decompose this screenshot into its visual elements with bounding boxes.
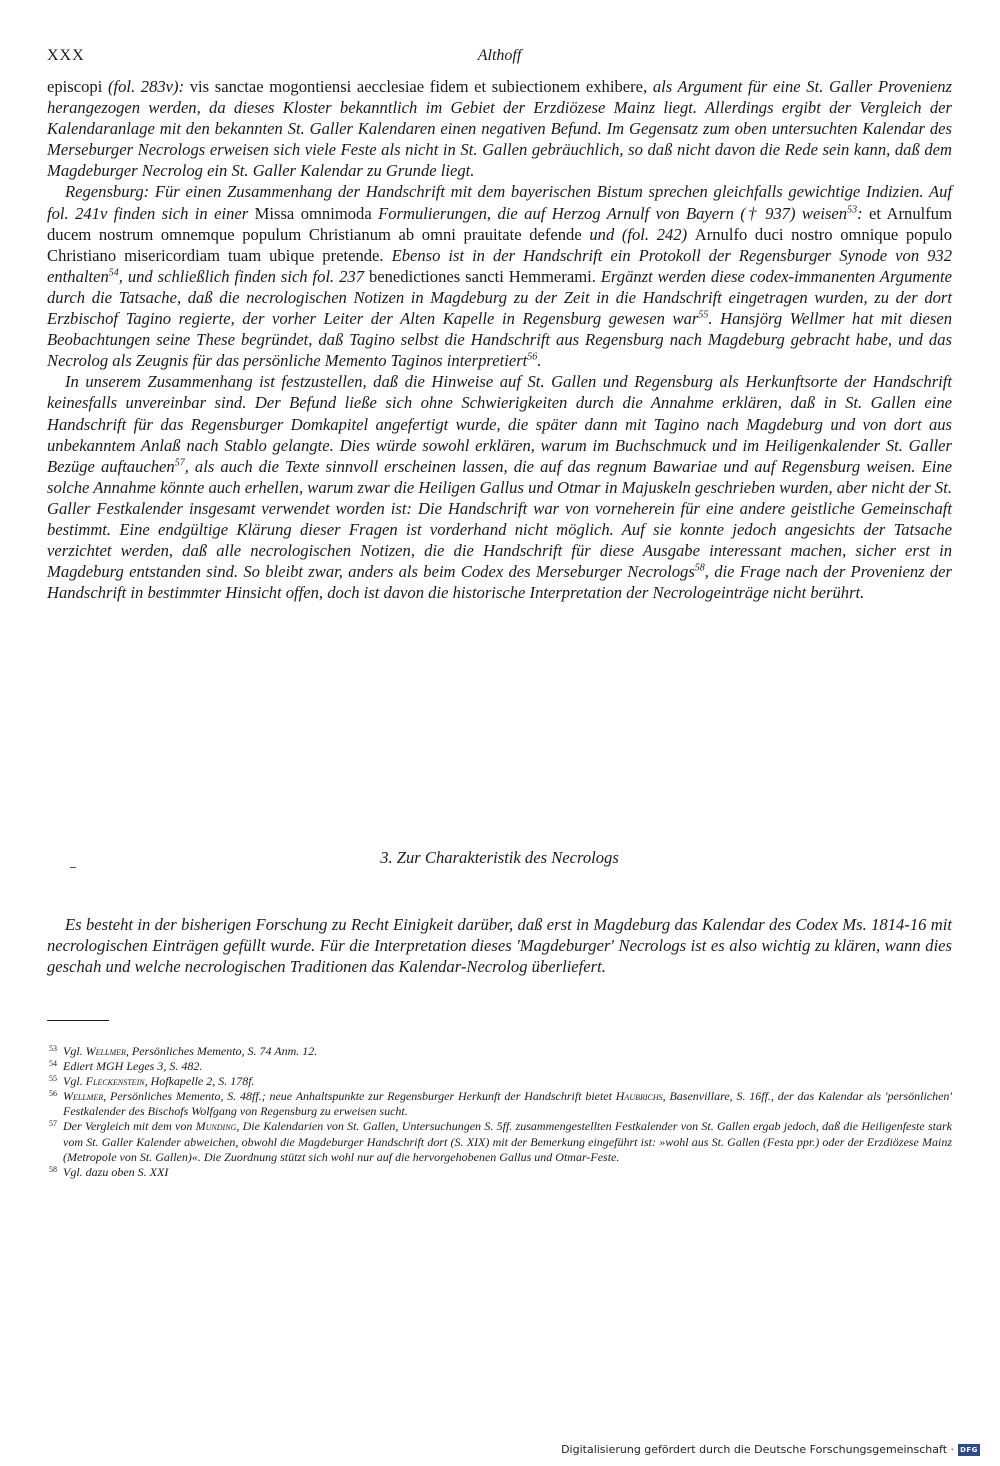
footnote-text: Vgl. xyxy=(63,1044,86,1058)
footnote-text: Der Vergleich mit dem von xyxy=(63,1119,196,1134)
paragraph-2 xyxy=(47,181,952,371)
paragraph-1 xyxy=(47,76,952,181)
section-paragraph: Es besteht in der bisherigen Forschung zu Recht Einigkeit darüber, daß erst in Magdeburg das Kalendar des Codex Ms. 1814-16 mit necrologischen Einträgen gefüllt wurde. Für die Interpretation dieses 'Magdeburger' Necrologs ist es also wichtig zu klären, wann dies geschah und welche necrologischen Traditionen das Kalendar-Necrolog überliefert. xyxy=(47,915,952,977)
footnote-54 xyxy=(47,1059,952,1074)
footnote-text: , Die Kalendarien von St. Gallen, Untersuchungen S. 5ff. zusammengestellten Festkalender von St. Gallen ergab jedoch, daß die Heiligenfeste stark vom St. Galler Kalender abweichen, obwohl die Magdeburger Handschrift dort (S. XIX) mit der Bemerkung eingeführt ist: »wohl aus St. Gallen (Festa ppr.) oder der Erzdiözese Mainz (Metropole von St. Gallen)«. Die Zuordnung stützt sich wohl nur auf die hervorgehobenen Gallus und Otmar-Feste. xyxy=(63,1119,952,1164)
running-head xyxy=(47,47,952,71)
footnote-ref[interactable]: 56 xyxy=(527,351,538,363)
funding-notice: Digitalisierung gefördert durch die Deutsche Forschungsgemeinschaft · xyxy=(561,1443,954,1456)
text-run: und (fol. 242) xyxy=(589,224,695,244)
latin-term: benedictiones sancti Hemmerami. xyxy=(368,266,601,286)
footnotes xyxy=(47,1044,952,1180)
footnote-ref[interactable]: 54 xyxy=(108,267,119,279)
text-run: , als auch die Texte sinnvoll erscheinen lassen, die auf das regnum Bawariae und auf Regensburg weisen. Eine solche Annahme könnte auch erhellen, warum zwar die Heiligen Gallus und Otmar in Majuskeln geschrieben wurden, aber nicht der St. Galler Festkalender insgesamt verwendet worden ist: Die Handschrift war von vorneherein für eine andere geistliche Gemeinschaft bestimmt. Eine endgültige Klärung dieser Fragen ist vorderhand nicht möglich. Auf sie konnte jedoch angesichts der Tatsache verzichtet werden, daß alle necrologischen Notizen, die die Handschrift für diese Ausgabe interessant machen, sicher erst in Magdeburg entstanden sind. So bleibt zwar, anders als beim Codex des Merseburger Necrologs xyxy=(47,456,952,582)
footnote-number: 53 xyxy=(49,1044,57,1053)
footnote-ref[interactable]: 53 xyxy=(847,204,858,216)
latin-quote: et Arnulfum ducem nostrum omnemque populum Christianum ab omni prauitate defende xyxy=(47,203,952,244)
main-text xyxy=(47,76,952,603)
dfg-logo-icon: DFG xyxy=(958,1444,980,1456)
section-text xyxy=(47,914,952,977)
text-run: Regensburg: Für einen Zusammenhang der Handschrift mit dem bayerischen Bistum sprechen gleichfalls gewichtige Indizien. Auf fol. 241v finden sich in einer xyxy=(47,182,952,223)
text-run: (fol. 283v): xyxy=(107,77,190,96)
footnote-number: 56 xyxy=(49,1089,57,1099)
footnote-53 xyxy=(47,1044,952,1059)
text-run: In unserem Zusammenhang ist festzustellen, daß die Hinweise auf St. Gallen und Regensburg als Herkunftsorte der Handschrift keinesfalls unvereinbar sind. Der Befund ließe sich ohne Schwierigkeiten durch die Annahme erklären, daß in St. Gallen eine Handschrift für das Regensburger Domkapitel angefertigt wurde, die später dann mit Tagino nach Magdeburg und von dort aus unbekanntem Anlaß nach Stablo gelangte. Dies würde sowohl erklären, warum im Buchschmuck und im Heiligenkalender St. Galler Bezüge auftauchen xyxy=(47,372,952,476)
footnote-57 xyxy=(47,1119,952,1164)
text-run: als Argument für eine St. Galler Provenienz herangezogen werden, da dieses Kloster bekanntlich im Gebiet der Erzdiözese Mainz liegt. Allerdings ergibt der Vergleich der Kalendaranlage mit den bekannten St. Galler Kalendaren einen negativen Befund. Im Gegensatz zum oben untersuchten Kalendar des Merseburger Necrologs erweisen sich viele Feste als nicht in St. Gallen gebräuchlich, so daß nicht davon die Rede sein kann, daß dem Magdeburger Necrolog ein St. Galler Kalendar zu Grunde liegt. xyxy=(47,77,953,181)
author-name: Wellmer xyxy=(85,1044,126,1058)
running-title: Althoff xyxy=(477,47,522,64)
footnote-text: , Hofkapelle 2, S. 178f. xyxy=(144,1074,255,1089)
footnote-text: Vgl. dazu oben S. XXI xyxy=(63,1164,169,1179)
text-run: Formulierungen, die auf Herzog Arnulf von Bayern († 937) weisen xyxy=(378,203,848,223)
footnote-text: , Persönliches Memento, S. 74 Anm. 12. xyxy=(125,1044,318,1058)
latin-quote: vis sanctae mogontiensi aecclesiae fidem et subiectionem exhibere, xyxy=(189,77,653,96)
paragraph-3 xyxy=(47,371,952,603)
author-name: Fleckenstein xyxy=(85,1074,145,1089)
footnote-number: 58 xyxy=(49,1164,57,1174)
footnote-ref[interactable]: 58 xyxy=(694,562,705,574)
footnote-ref[interactable]: 57 xyxy=(174,457,185,469)
footnote-ref[interactable]: 55 xyxy=(698,309,709,321)
text-run: . Hansjörg Wellmer hat mit diesen Beobachtungen seine These begründet, daß Tagino selbst die Handschrift aus Regensburg nach Magdeburg gebracht habe, und das Necrolog als Zeugnis für das persönliche Memento Taginos interpretiert xyxy=(47,309,952,371)
footnote-text: , Basenvillare, S. 16ff., der das Kalendar als 'persönlichen' Festkalender des Bischofs Wolfgang von Regensburg zu erweisen sucht. xyxy=(63,1089,952,1119)
section-heading: 3. Zur Charakteristik des Necrologs xyxy=(380,848,619,867)
text-run: . xyxy=(537,351,542,371)
footnote-number: 55 xyxy=(49,1074,57,1084)
author-name: Munding xyxy=(195,1119,237,1134)
text-run: , die Frage nach der Provenienz der Handschrift in bestimmter Hinsicht offen, doch ist davon die historische Interpretation der Necrologeinträge nicht berührt. xyxy=(47,562,952,603)
text-run: Ebenso ist in der Handschrift ein Protokoll der Regensburger Synode von 932 enthalten xyxy=(47,245,952,286)
text-run: : xyxy=(857,203,870,223)
stray-mark xyxy=(70,867,76,868)
footnote-number: 54 xyxy=(49,1059,57,1069)
footnote-58 xyxy=(47,1165,952,1180)
text-run: , und schließlich finden sich fol. 237 xyxy=(118,266,369,286)
footnote-56 xyxy=(47,1089,952,1119)
author-name: Haubrichs xyxy=(615,1089,663,1104)
latin-quote: Arnulfo duci nostro omnique populo Christiano misericordiam tuam ubique pretende. xyxy=(47,224,952,265)
page-number: XXX xyxy=(47,47,85,64)
dfg-footer xyxy=(561,1443,980,1456)
text-run: episcopi xyxy=(47,77,108,96)
footnote-text: Ediert MGH Leges 3, S. 482. xyxy=(63,1059,203,1074)
footnote-55 xyxy=(47,1074,952,1089)
footnote-number: 57 xyxy=(49,1119,57,1129)
footnote-rule xyxy=(47,1020,109,1021)
footnote-text: , Persönliches Memento, S. 48ff.; neue Anhaltspunkte zur Regensburger Herkunft der Handschrift bietet xyxy=(103,1089,616,1104)
latin-term: Missa omnimoda xyxy=(254,203,379,223)
text-run: Ergänzt werden diese codex-immanenten Argumente durch die Tatsache, daß die necrologischen Notizen in Magdeburg zu der Zeit in die Handschrift eingetragen wurden, zu der dort Erzbischof Tagino regierte, der vorher Leiter der Alten Kapelle in Regensburg gewesen war xyxy=(47,266,953,329)
footnote-text: Vgl. xyxy=(63,1074,86,1089)
author-name: Wellmer xyxy=(63,1089,104,1104)
